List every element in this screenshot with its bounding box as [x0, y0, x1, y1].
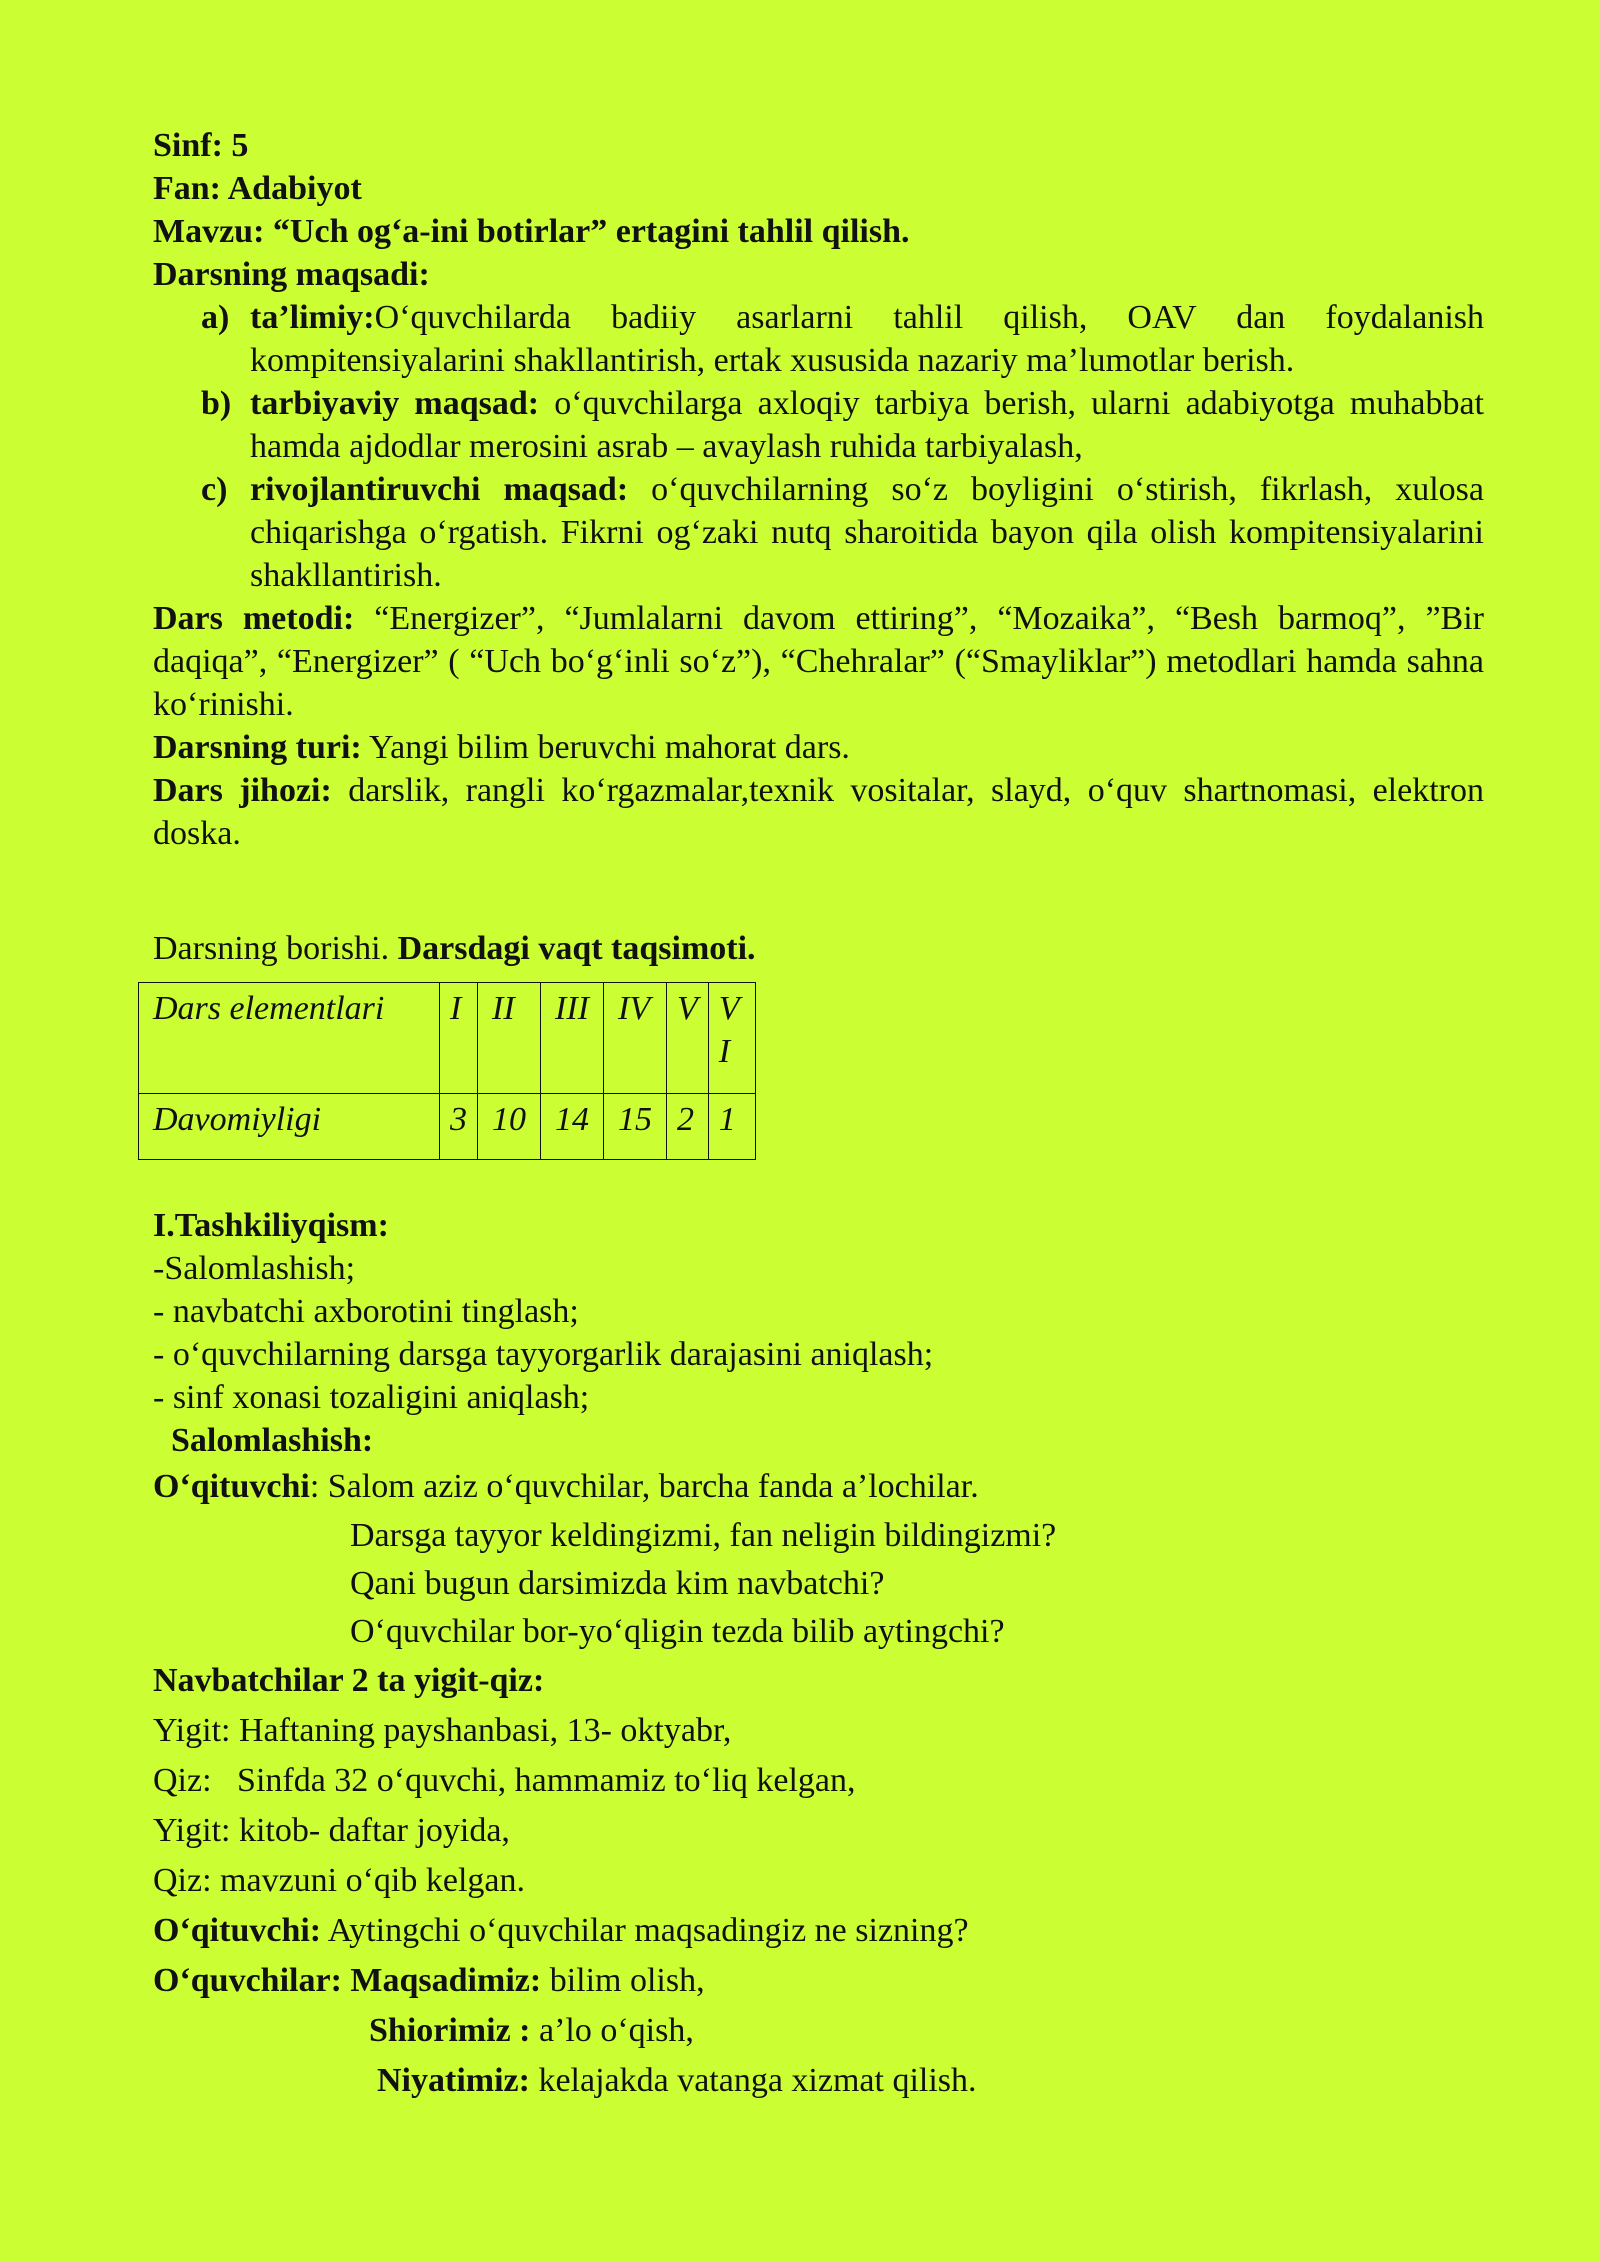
spacer	[153, 855, 1484, 927]
table-cell: I	[440, 983, 478, 1094]
table-cell: 15	[604, 1094, 667, 1160]
grade-line: Sinf: 5	[153, 127, 249, 164]
table-cell: Davomiyligi	[139, 1094, 440, 1160]
organizational-part-title: I.Tashkiliyqism:	[153, 1207, 389, 1244]
equipment-paragraph: Dars jihozi: darslik, rangli ko‘rgazmalar,texnik vositalar, slayd, o‘quv shartnomasi, elektron doska.	[153, 772, 1484, 852]
method-paragraph: Dars metodi: “Energizer”, “Jumlalarni davom ettiring”, “Mozaika”, “Besh barmoq”, ”Bir daqiqa”, “Energizer” ( “Uch bo‘g‘inli so‘z”), “Chehralar” (“Smayliklar”) metodlari hamda sahna ko‘rinishi.	[153, 600, 1484, 723]
table-cell: V	[667, 983, 709, 1094]
lesson-type-line: Darsning turi: Yangi bilim beruvchi mahorat dars.	[153, 729, 850, 766]
table-row	[139, 1094, 756, 1160]
teacher-verse-line: Darsga tayyor keldingizmi, fan neligin bildingizmi?	[350, 1517, 1057, 1554]
subject-line: Fan: Adabiyot	[153, 170, 362, 207]
table-cell: IV	[604, 983, 667, 1094]
table-cell: 1	[708, 1094, 755, 1160]
table-cell: III	[541, 983, 604, 1094]
duty-line: Yigit: kitob- daftar joyida,	[153, 1812, 510, 1849]
duty-students-title: Navbatchilar 2 ta yigit-qiz:	[153, 1662, 545, 1699]
teacher-line: O‘qituvchi: Salom aziz o‘quvchilar, barcha fanda a’lochilar.	[153, 1468, 979, 1505]
list-item: -Salomlashish;	[153, 1250, 356, 1287]
table-cell: 3	[440, 1094, 478, 1160]
list-item: - o‘quvchilarning darsga tayyorgarlik darajasini aniqlash;	[153, 1336, 934, 1373]
duty-line: Qiz: mavzuni o‘qib kelgan.	[153, 1862, 526, 1899]
goals-title: Darsning maqsadi:	[153, 256, 430, 293]
motto-line: Shiorimiz : a’lo o‘qish,	[369, 2012, 694, 2049]
table-cell: 10	[478, 1094, 541, 1160]
lesson-flow-heading: Darsning borishi. Darsdagi vaqt taqsimoti.	[153, 930, 756, 967]
goals-list	[153, 296, 1484, 597]
list-item: - navbatchi axborotini tinglash;	[153, 1293, 579, 1330]
table-cell: 2	[667, 1094, 709, 1160]
table-cell: V I	[708, 983, 755, 1094]
list-item: - sinf xonasi tozaligini aniqlash;	[153, 1379, 590, 1416]
table-cell: II	[478, 983, 541, 1094]
table-cell: Dars elementlari	[139, 983, 440, 1094]
duty-line: Yigit: Haftaning payshanbasi, 13- oktyabr,	[153, 1712, 732, 1749]
teacher-verse-line: O‘quvchilar bor-yo‘qligin tezda bilib aytingchi?	[350, 1613, 1005, 1650]
goal-item: c) rivojlantiruvchi maqsad: o‘quvchilarning so‘z boyligini o‘stirish, fikrlash, xulosa chiqarishga o‘rgatish. Fikrni og‘zaki nutq sharoitida bayon qila olish kompitensiyalarini shakllantirish.	[201, 471, 1484, 594]
table-cell: 14	[541, 1094, 604, 1160]
topic-line: Mavzu: “Uch og‘a-ini botirlar” ertagini tahlil qilish.	[153, 213, 910, 250]
time-distribution-table	[138, 982, 756, 1160]
goal-item: b) tarbiyaviy maqsad: o‘quvchilarga axloqiy tarbiya berish, ularni adabiyotga muhabbat hamda ajdodlar merosini asrab – avaylash ruhida tarbiyalash,	[201, 385, 1484, 465]
table-row	[139, 983, 756, 1094]
intention-line: Niyatimiz: kelajakda vatanga xizmat qilish.	[377, 2062, 977, 2099]
teacher-verse-line: Qani bugun darsimizda kim navbatchi?	[350, 1565, 885, 1602]
greeting-title: Salomlashish:	[171, 1422, 374, 1459]
teacher-question-line: O‘qituvchi: Aytingchi o‘quvchilar maqsadingiz ne sizning?	[153, 1912, 969, 1949]
duty-line: Qiz: Sinfda 32 o‘quvchi, hammamiz to‘liq kelgan,	[153, 1762, 856, 1799]
goal-item: a) ta’limiy:O‘quvchilarda badiiy asarlarni tahlil qilish, OAV dan foydalanish kompitensiyalarini shakllantirish, ertak xususida nazariy ma’lumotlar berish.	[201, 299, 1484, 379]
students-answer-line: O‘quvchilar: Maqsadimiz: bilim olish,	[153, 1962, 705, 1999]
